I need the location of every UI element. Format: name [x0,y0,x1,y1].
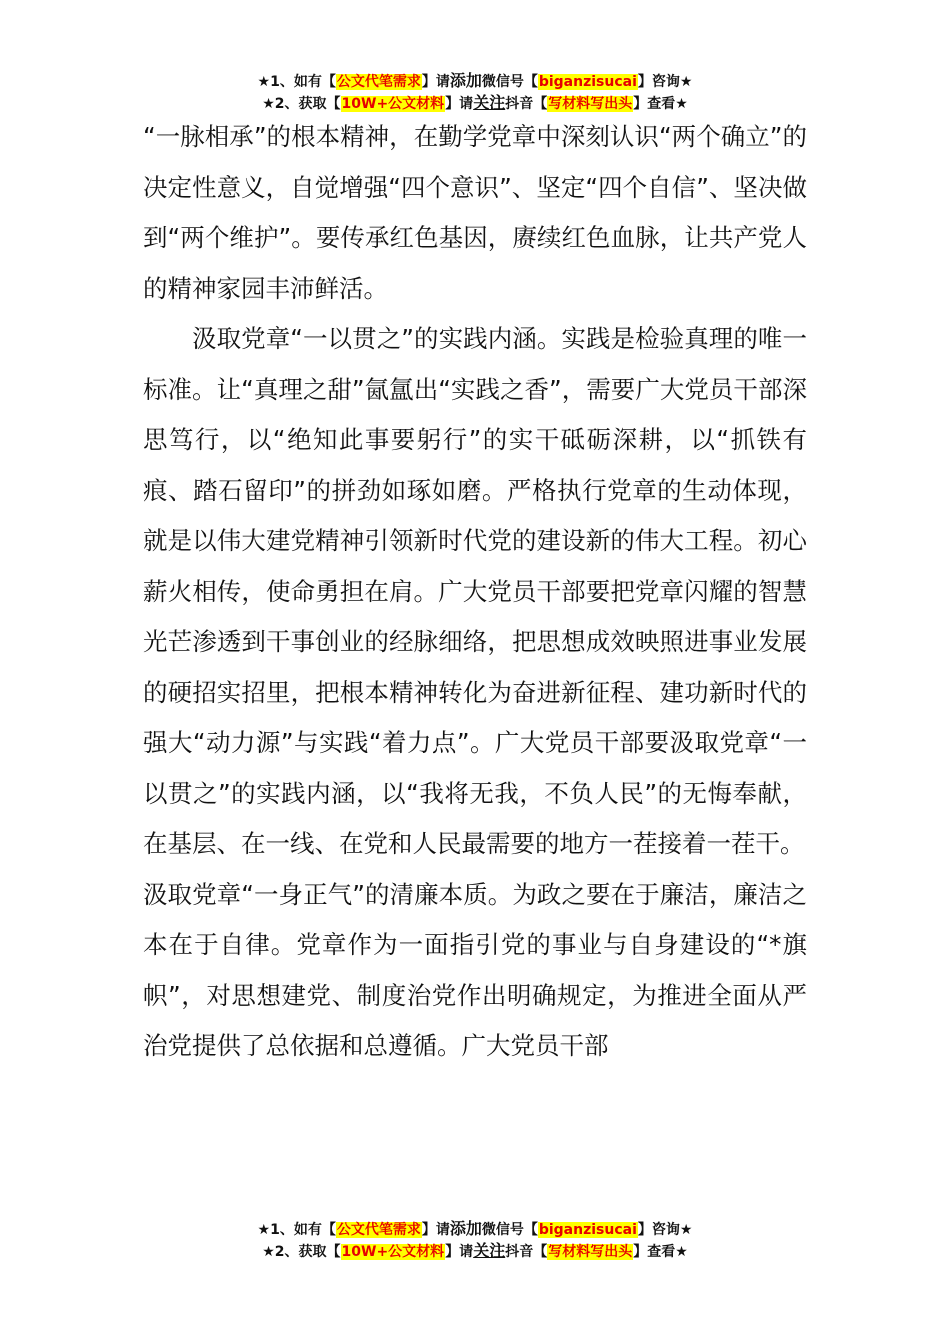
banner-line-1 [0,70,950,92]
footer-line-2-emphasis: 关注 [473,1241,506,1260]
header-banner [0,70,950,114]
footer-banner [0,1218,950,1262]
paragraph-1: “一脉相承”的根本精神，在勤学党章中深刻认识“两个确立”的决定性意义，自觉增强“四个意识”、坚定“四个自信”、坚决做到“两个维护”。要传承红色基因，赓续红色血脉，让共产党人的精神家园丰沛鲜活。 [143,122,807,303]
footer-line-1-text: 】请 [421,1222,450,1238]
paragraph-2: 汲取党章“一以贯之”的实践内涵。实践是检验真理的唯一标准。让“真理之甜”氤氲出“实践之香”，需要广大党员干部深思笃行，以“绝知此事要躬行”的实干砥砺深耕，以“抓铁有痕、踏石留印”的拼劲如琢如磨。严格执行党章的生动体现，就是以伟大建党精神引领新时代党的建设新的伟大工程。初心薪火相传，使命勇担在肩。广大党员干部要把党章闪耀的智慧光芒渗透到干事创业的经脉细络，把思想成效映照进事业发展的硬招实招里，把根本精神转化为奋进新征程、建功新时代的强大“动力源”与实践“着力点”。广大党员干部要汲取党章“一以贯之”的实践内涵，以“我将无我，不负人民”的无悔奉献，在基层、在一线、在党和人民最需要的地方一茬接着一茬干。 [143,324,807,858]
banner-line-2-emphasis: 关注 [473,93,506,112]
footer-banner-line-1 [0,1218,950,1240]
banner-line-1-text-2: 微信号【 [481,74,538,90]
banner-line-1-suffix: 】咨询★ [637,74,693,90]
banner-line-1-text: 】请 [421,74,450,90]
banner-line-2-highlight-materials: 10W+公文材料 [341,96,445,112]
footer-line-1-highlight-service: 公文代笔需求 [336,1222,421,1238]
paragraph-3: 汲取党章“一身正气”的清廉本质。为政之要在于廉洁，廉洁之本在于自律。党章作为一面指引党的事业与自身建设的“*旗帜”，对思想建党、制度治党作出明确规定，为推进全面从严治党提供了总依据和总遵循。广大党员干部 [143,879,807,1060]
banner-line-1-highlight-service: 公文代笔需求 [336,74,421,90]
footer-line-2-text-2: 抖音【 [505,1244,548,1260]
banner-line-1-emphasis: 添加 [449,71,482,90]
footer-line-2-suffix: 】查看★ [633,1244,688,1260]
banner-line-1-prefix: ★1、如有【 [257,74,336,90]
footer-line-1-suffix: 】咨询★ [637,1222,693,1238]
document-body [143,112,807,1072]
footer-line-2-highlight-douyin: 写材料写出头 [548,1244,633,1260]
footer-banner-line-2 [0,1240,950,1262]
banner-line-2-text-2: 抖音【 [505,96,548,112]
footer-line-2-text: 】请 [445,1244,474,1260]
footer-line-1-emphasis: 添加 [449,1219,482,1238]
footer-line-1-prefix: ★1、如有【 [257,1222,336,1238]
banner-line-2-highlight-douyin: 写材料写出头 [548,96,633,112]
footer-line-1-text-2: 微信号【 [481,1222,538,1238]
footer-line-2-prefix: ★2、获取【 [262,1244,341,1260]
banner-line-1-highlight-wechat-id: biganzisucai [538,74,637,90]
footer-line-2-highlight-materials: 10W+公文材料 [341,1244,445,1260]
footer-line-1-highlight-wechat-id: biganzisucai [538,1222,637,1238]
banner-line-2-text: 】请 [445,96,474,112]
banner-line-2-prefix: ★2、获取【 [262,96,341,112]
banner-line-2 [0,92,950,114]
banner-line-2-suffix: 】查看★ [633,96,688,112]
